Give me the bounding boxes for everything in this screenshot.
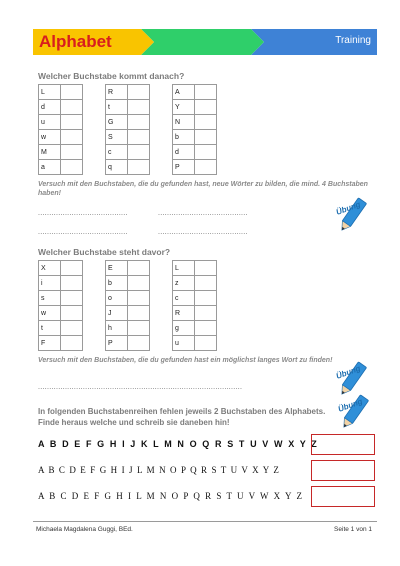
given-letter-cell: b [106, 276, 128, 291]
alphabet-row-3: A B C D E F G H I L M N O P Q R S T U V W X Y Z [38, 491, 304, 501]
table-row [173, 336, 217, 351]
answer-cell[interactable] [128, 336, 150, 351]
page-title: Alphabet [39, 32, 112, 51]
table-row [39, 291, 83, 306]
answer-cell[interactable] [61, 100, 83, 115]
table-row [39, 306, 83, 321]
given-letter-cell: i [39, 276, 61, 291]
given-letter-cell: X [39, 261, 61, 276]
answer-cell[interactable] [128, 306, 150, 321]
given-letter-cell: u [173, 336, 195, 351]
table-row [106, 336, 150, 351]
given-letter-cell: g [173, 321, 195, 336]
letter-table [38, 260, 83, 351]
given-letter-cell: a [39, 160, 61, 175]
answer-cell[interactable] [128, 115, 150, 130]
answer-cell[interactable] [61, 115, 83, 130]
answer-line[interactable]: ........................................ [158, 210, 248, 217]
letter-table [38, 84, 83, 175]
table-row [106, 145, 150, 160]
table-row [106, 321, 150, 336]
answer-cell[interactable] [128, 85, 150, 100]
uebung-pencil-icon [333, 196, 373, 236]
answer-cell[interactable] [61, 85, 83, 100]
answer-cell[interactable] [61, 276, 83, 291]
uebung-badge: Übung [336, 396, 364, 414]
answer-cell[interactable] [195, 85, 217, 100]
section4-instruction: Versuch mit den Buchstaben, die du gefunden hast ein möglichst langes Wort zu finden! [38, 357, 333, 364]
answer-cell[interactable] [195, 336, 217, 351]
table-row [39, 160, 83, 175]
given-letter-cell: P [106, 336, 128, 351]
table-row [106, 261, 150, 276]
answer-line[interactable]: ........................................................................................... [38, 384, 243, 391]
answer-cell[interactable] [195, 291, 217, 306]
given-letter-cell: G [106, 115, 128, 130]
answer-cell[interactable] [61, 291, 83, 306]
letter-table [172, 260, 217, 351]
section5-heading-line1: In folgenden Buchstabenreihen fehlen jeweils 2 Buchstaben des Alphabets. [38, 407, 326, 416]
table-row [39, 321, 83, 336]
answer-cell[interactable] [61, 336, 83, 351]
answer-line[interactable]: ........................................ [38, 229, 128, 236]
table-row [173, 306, 217, 321]
answer-cell[interactable] [128, 100, 150, 115]
answer-cell[interactable] [128, 261, 150, 276]
table-row [106, 85, 150, 100]
given-letter-cell: w [39, 306, 61, 321]
letter-table [172, 84, 217, 175]
uebung-badge: Übung [334, 363, 362, 381]
table-row [173, 100, 217, 115]
given-letter-cell: b [173, 130, 195, 145]
answer-box-2[interactable] [311, 460, 375, 481]
answer-cell[interactable] [195, 261, 217, 276]
alphabet-row-2: A B C D E F G H I J L M N O P Q R S T U V X Y Z [38, 465, 280, 475]
answer-cell[interactable] [195, 130, 217, 145]
page-subtitle: Training [335, 35, 371, 46]
footer-divider [33, 521, 377, 522]
answer-cell[interactable] [128, 130, 150, 145]
given-letter-cell: P [173, 160, 195, 175]
answer-cell[interactable] [61, 130, 83, 145]
header-banner [33, 29, 377, 55]
table-row [173, 321, 217, 336]
table-row [39, 100, 83, 115]
answer-cell[interactable] [128, 160, 150, 175]
section1-heading: Welcher Buchstabe kommt danach? [38, 71, 185, 81]
table-row [106, 291, 150, 306]
answer-cell[interactable] [195, 160, 217, 175]
table-row [173, 145, 217, 160]
table-row [39, 261, 83, 276]
answer-cell[interactable] [195, 276, 217, 291]
table-row [173, 261, 217, 276]
answer-cell[interactable] [128, 291, 150, 306]
given-letter-cell: S [106, 130, 128, 145]
answer-cell[interactable] [195, 115, 217, 130]
section5-heading-line2: Finde heraus welche und schreib sie daneben hin! [38, 418, 230, 427]
given-letter-cell: c [106, 145, 128, 160]
table-row [173, 160, 217, 175]
given-letter-cell: L [173, 261, 195, 276]
answer-cell[interactable] [195, 321, 217, 336]
given-letter-cell: d [39, 100, 61, 115]
table-row [173, 291, 217, 306]
given-letter-cell: N [173, 115, 195, 130]
answer-cell[interactable] [61, 160, 83, 175]
given-letter-cell: o [106, 291, 128, 306]
table-row [39, 145, 83, 160]
answer-cell[interactable] [195, 145, 217, 160]
table-row [106, 130, 150, 145]
given-letter-cell: A [173, 85, 195, 100]
table-row [39, 276, 83, 291]
answer-cell[interactable] [128, 145, 150, 160]
answer-cell[interactable] [195, 306, 217, 321]
given-letter-cell: M [39, 145, 61, 160]
table-row [39, 130, 83, 145]
table-row [173, 276, 217, 291]
footer-page-number: Seite 1 von 1 [334, 526, 372, 533]
section2-instruction: Versuch mit den Buchstaben, die du gefunden hast, neue Wörter zu bilden, die mind. 4 Buchstaben haben! [38, 181, 368, 197]
letter-table [105, 84, 150, 175]
given-letter-cell: E [106, 261, 128, 276]
table-row [173, 85, 217, 100]
letter-table [105, 260, 150, 351]
alphabet-row-1: A B D E F G H I J K L M N O Q R S T U V W X Y Z [38, 439, 319, 449]
answer-cell[interactable] [61, 321, 83, 336]
table-row [39, 115, 83, 130]
given-letter-cell: t [106, 100, 128, 115]
uebung-pencil-icon [335, 393, 375, 433]
uebung-badge: Übung [334, 199, 362, 217]
given-letter-cell: t [39, 321, 61, 336]
given-letter-cell: u [39, 115, 61, 130]
given-letter-cell: z [173, 276, 195, 291]
given-letter-cell: Y [173, 100, 195, 115]
table-row [39, 336, 83, 351]
given-letter-cell: R [106, 85, 128, 100]
given-letter-cell: d [173, 145, 195, 160]
answer-cell[interactable] [195, 100, 217, 115]
given-letter-cell: s [39, 291, 61, 306]
section3-heading: Welcher Buchstabe steht davor? [38, 247, 171, 257]
footer-author: Michaela Magdalena Guggi, BEd. [36, 526, 133, 533]
answer-cell[interactable] [128, 276, 150, 291]
given-letter-cell: L [39, 85, 61, 100]
answer-box-3[interactable] [311, 486, 375, 507]
given-letter-cell: q [106, 160, 128, 175]
answer-cell[interactable] [61, 306, 83, 321]
given-letter-cell: w [39, 130, 61, 145]
given-letter-cell: F [39, 336, 61, 351]
given-letter-cell: h [106, 321, 128, 336]
answer-cell[interactable] [61, 145, 83, 160]
given-letter-cell: c [173, 291, 195, 306]
table-row [173, 130, 217, 145]
table-row [39, 85, 83, 100]
answer-cell[interactable] [128, 321, 150, 336]
given-letter-cell: J [106, 306, 128, 321]
answer-line[interactable]: ........................................ [158, 229, 248, 236]
table-row [173, 115, 217, 130]
table-row [106, 115, 150, 130]
answer-line[interactable]: ........................................ [38, 210, 128, 217]
answer-cell[interactable] [61, 261, 83, 276]
table-row [106, 160, 150, 175]
answer-box-1[interactable] [311, 434, 375, 455]
table-row [106, 276, 150, 291]
table-row [106, 100, 150, 115]
given-letter-cell: R [173, 306, 195, 321]
table-row [106, 306, 150, 321]
